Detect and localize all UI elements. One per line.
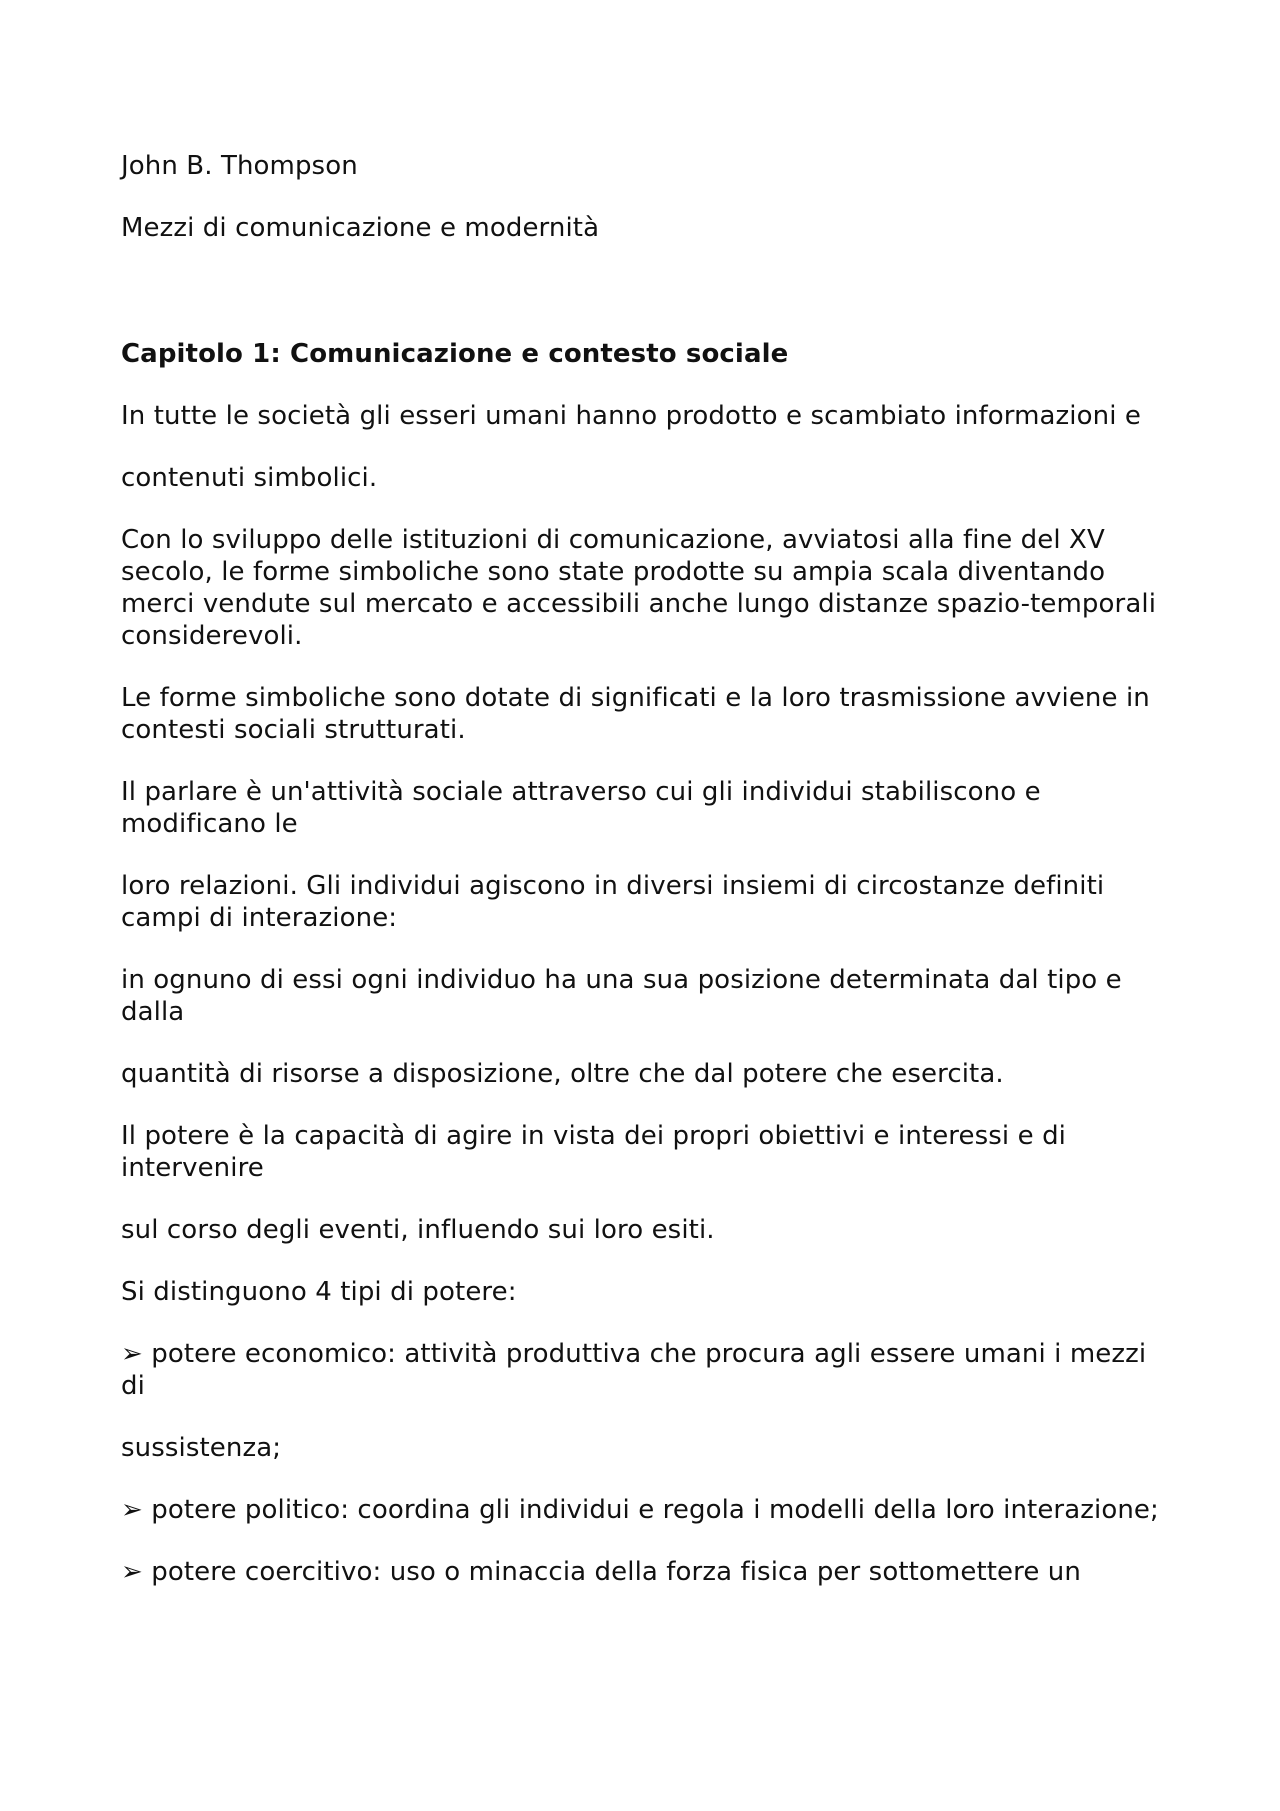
chapter-title: Capitolo 1: Comunicazione e contesto sociale	[121, 339, 789, 369]
paragraph-4: Le forme simboliche sono dotate di significati e la loro trasmissione avviene in contesti sociali strutturati.	[121, 683, 1150, 745]
paragraph-3: Con lo sviluppo delle istituzioni di comunicazione, avviatosi alla fine del XV secolo, le forme simboliche sono state prodotte su ampia scala diventando merci vendute sul mercato e accessibili anche lungo distanze spazio-temporali considerevoli.	[121, 525, 1157, 651]
paragraph-10: sul corso degli eventi, influendo sui loro esiti.	[121, 1215, 715, 1245]
document-body	[121, 150, 1161, 1618]
paragraph-5: Il parlare è un'attività sociale attraverso cui gli individui stabiliscono e modificano le	[121, 777, 1041, 839]
paragraph-9: Il potere è la capacità di agire in vista dei propri obiettivi e interessi e di intervenire	[121, 1121, 1066, 1183]
paragraph-2: contenuti simbolici.	[121, 463, 378, 493]
paragraph-7: in ognuno di essi ogni individuo ha una sua posizione determinata dal tipo e dalla	[121, 965, 1122, 1027]
author-name: John B. Thompson	[121, 151, 358, 181]
book-title: Mezzi di comunicazione e modernità	[121, 213, 600, 243]
paragraph-13: sussistenza;	[121, 1433, 282, 1463]
paragraph-1: In tutte le società gli esseri umani hanno prodotto e scambiato informazioni e	[121, 401, 1141, 431]
bullet-economic-power: ➢ potere economico: attività produttiva che procura agli essere umani i mezzi di	[121, 1339, 1147, 1401]
paragraph-11: Si distinguono 4 tipi di potere:	[121, 1277, 517, 1307]
bullet-political-power: ➢ potere politico: coordina gli individui e regola i modelli della loro interazione;	[121, 1495, 1159, 1525]
paragraph-6: loro relazioni. Gli individui agiscono in diversi insiemi di circostanze definiti campi di interazione:	[121, 871, 1105, 933]
paragraph-8: quantità di risorse a disposizione, oltre che dal potere che esercita.	[121, 1059, 1004, 1089]
bullet-coercive-power: ➢ potere coercitivo: uso o minaccia della forza fisica per sottomettere un	[121, 1557, 1081, 1587]
